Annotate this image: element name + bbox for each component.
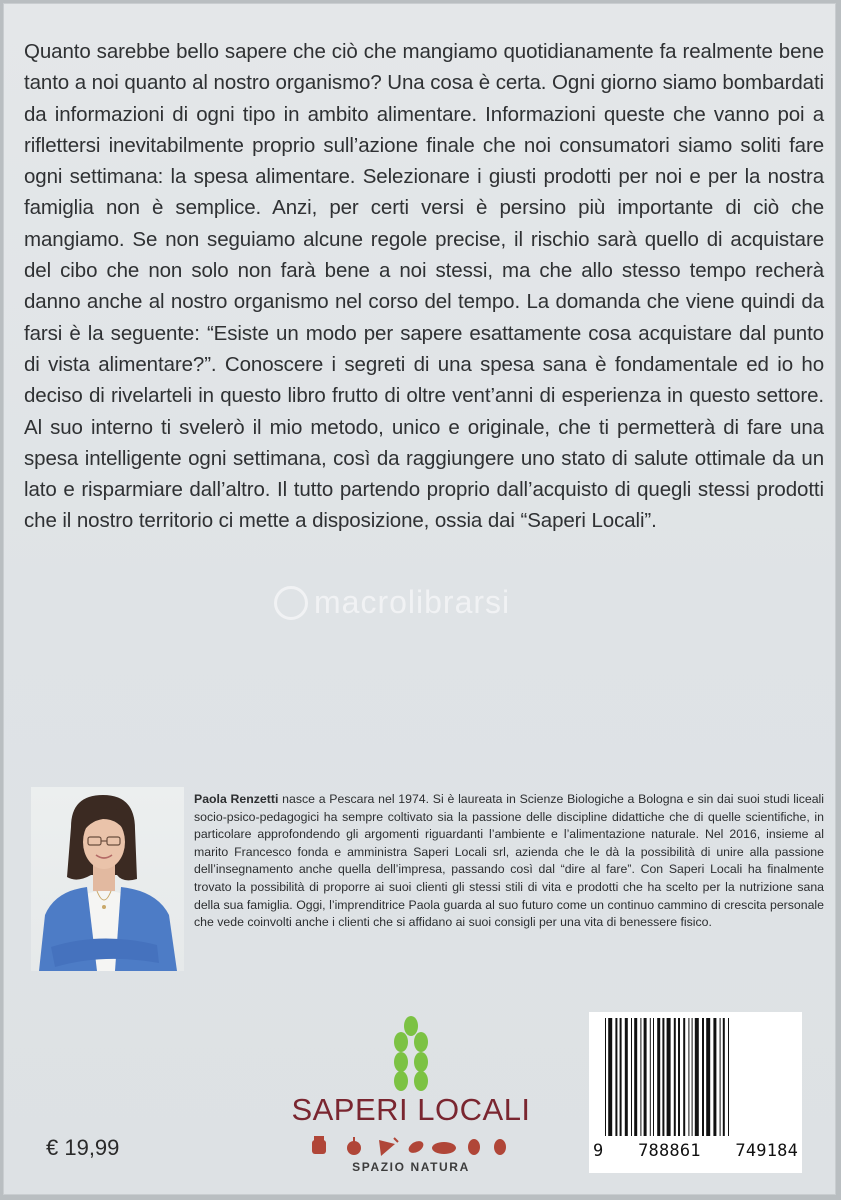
author-bio <box>194 791 824 932</box>
barcode-bars-icon <box>589 1012 802 1142</box>
carrot-icon <box>379 1138 398 1156</box>
leaf-sprout-icon <box>266 1012 556 1092</box>
author-portrait-icon <box>31 787 184 971</box>
barcode-digit-first: 9 <box>593 1141 604 1161</box>
isbn-barcode <box>589 1012 802 1173</box>
barcode-digit-right: 749184 <box>735 1141 798 1161</box>
barcode-digits <box>589 1141 802 1161</box>
publisher-logo <box>266 1012 556 1182</box>
author-name: Paola Renzetti <box>194 792 279 806</box>
book-back-cover <box>3 3 836 1195</box>
barcode-digit-left: 788861 <box>638 1141 701 1161</box>
watermark <box>274 584 510 621</box>
price: € 19,99 <box>46 1135 120 1160</box>
publisher-subtitle: SPAZIO NATURA <box>352 1160 470 1174</box>
author-bio-text: nasce a Pescara nel 1974. Si è laureata in Scienze Biologiche a Bologna e sin dai suoi studi liceali socio-psico-pedagogici ha sempre coltivato sia la passione delle discipline didattiche che di quelle scientifiche, in particolare approfondendo gli argomenti riguardanti l’ambiente e l’alimentazione naturale. Nel 2016, insieme al marito Francesco fonda e amministra Saperi Locali srl, azienda che le dà la possibilità di unire alla passione dell’insegnamento anche quella dell’impresa, passando così dal “dire al fare”. Con Saperi Locali ha finalmente trovato la possibilità di proporre ai suoi clienti gli stessi stili di vita e prodotti che ha scelto per la nutrizione sana della sua famiglia. Oggi, l’imprenditrice Paola guarda al suo futuro come un continuo cammino di crescita personale che vede coinvolti anche i clienti che si affidano ai suoi consigli per una vita di benessere fisico. <box>194 792 824 930</box>
jar-icon <box>312 1136 326 1154</box>
leaf-icon <box>407 1139 426 1156</box>
blurb-text: Quanto sarebbe bello sapere che ciò che mangiamo quotidianamente fa realmente bene tanto a noi quanto al nostro organismo? Una cosa è certa. Ogni giorno siamo bombardati da informazioni di ogni tipo in ambito alimentare. Informazioni queste che vanno poi a riflettersi inevitabilmente proprio sull’azione finale che noi consumatori siamo soliti fare ogni settimana: la spesa alimentare. Selezionare i giusti prodotti per noi e per la nostra famiglia non è semplice. Anzi, per certi versi è persino più importante di ciò che mangiamo. Se non seguiamo alcune regole precise, il rischio sarà quello di acquistare del cibo che non solo non farà bene a noi stessi, ma che allo stesso tempo recherà danno anche al nostro organismo nel corso del tempo. La domanda che viene quindi da farsi è la seguente: “Esiste un modo per sapere esattamente cosa acquistare dal punto di vista alimentare?”. Conoscere i segreti di una spesa sana è fondamentale ed io ho deciso di rivelarteli in questo libro frutto di oltre vent’anni di esperienza in questo settore. Al suo interno ti svelerò il mio metodo, unico e originale, che ti permetterà di fare una spesa intelligente ogni settimana, così da raggiungere uno stato di salute ottimale da un lato e risparmiare dall’altro. Il tutto partendo proprio dall’acquisto di quegli stessi prodotti che il nostro territorio ci mette a disposizione, ossia dai “Saperi Locali”. <box>24 40 824 533</box>
bread-icon <box>432 1142 456 1154</box>
grain-icon <box>468 1139 480 1155</box>
apple-icon <box>347 1137 361 1155</box>
food-icons-row <box>266 1132 556 1162</box>
author-photo <box>31 787 184 971</box>
publisher-name: SAPERI LOCALI <box>291 1092 531 1127</box>
watermark-text: macrolibrarsi <box>314 584 511 620</box>
watermark-logo-icon <box>274 586 308 620</box>
egg-icon <box>494 1139 506 1155</box>
